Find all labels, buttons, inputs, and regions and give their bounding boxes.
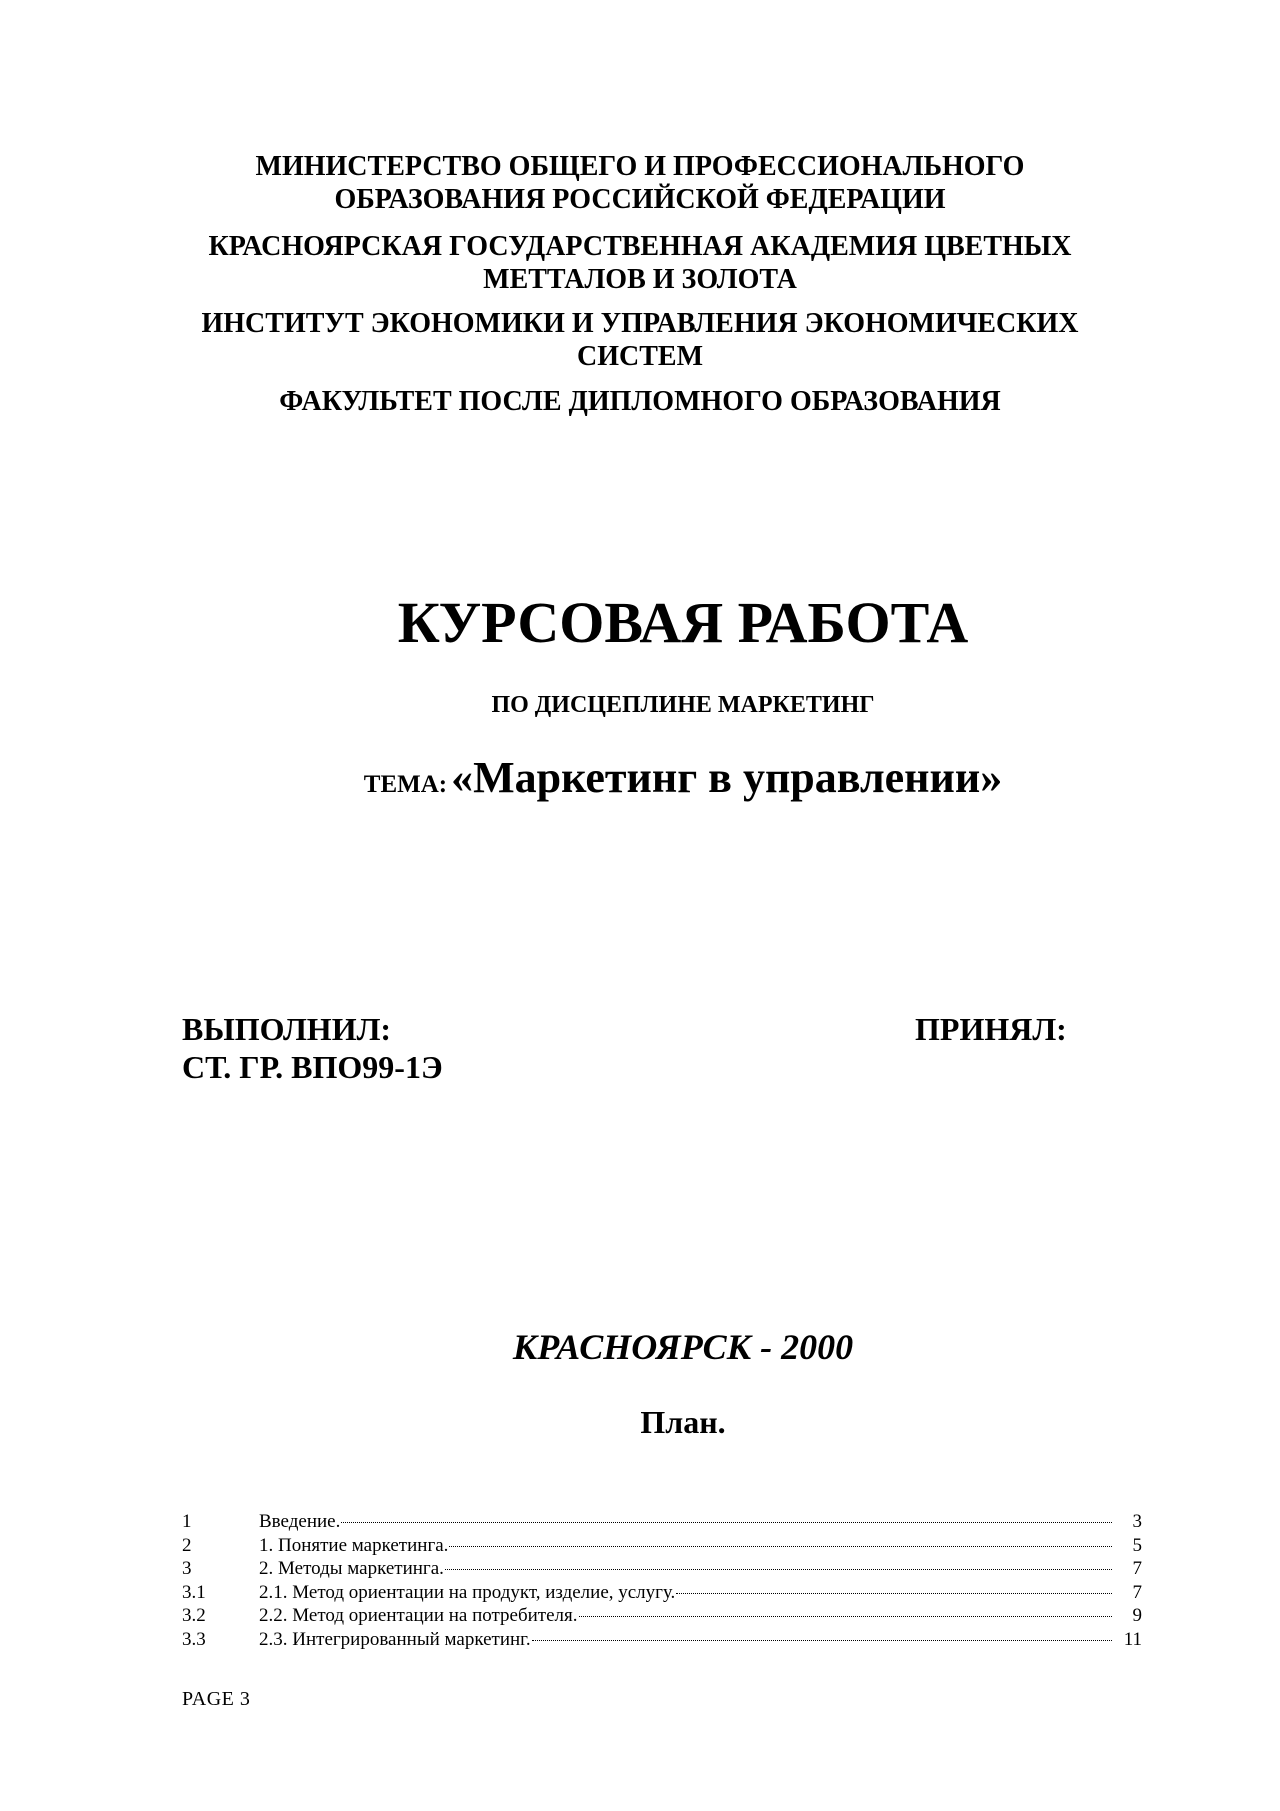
ministry-line-2: ОБРАЗОВАНИЯ РОССИЙСКОЙ ФЕДЕРАЦИИ [334,184,946,215]
toc-number: 1 [182,1511,192,1532]
accepted-block [915,1010,1067,1048]
topic-line [0,752,1280,803]
ministry-line-1: МИНИСТЕРСТВО ОБЩЕГО И ПРОФЕССИОНАЛЬНОГО [255,151,1025,182]
topic-text: «Маркетинг в управлении» [451,753,1003,802]
page-footer: PAGE 3 [182,1688,251,1710]
institute-line-2: СИСТЕМ [577,341,703,372]
academy-line-2: МЕТТАЛОВ И ЗОЛОТА [483,264,797,295]
toc-entry[interactable] [182,1557,1142,1581]
toc-leader [449,1545,1112,1547]
toc-entry[interactable] [182,1534,1142,1558]
toc-number: 3.3 [182,1628,206,1650]
topic-label: ТЕМА: [363,771,448,798]
discipline-line: ПО ДИСЦЕПЛИНЕ МАРКЕТИНГ [491,692,875,718]
toc-number: 3.1 [182,1581,206,1603]
institute-line-1: ИНСТИТУТ ЭКОНОМИКИ И УПРАВЛЕНИЯ ЭКОНОМИЧЕСКИХ [201,308,1079,339]
toc-leader [445,1568,1112,1570]
faculty-heading [180,385,1100,418]
toc-text: 2.3. Интегрированный маркетинг. [259,1628,531,1650]
student-group: СТ. ГР. ВПО99-1Э [182,1049,443,1085]
toc-page-number: 7 [1132,1558,1142,1579]
toc-page-number: 3 [1132,1511,1142,1532]
document-title: КУРСОВАЯ РАБОТА [397,590,969,655]
toc-page-number: 7 [1132,1581,1142,1603]
toc-page-number: 5 [1132,1534,1142,1556]
city-year: КРАСНОЯРСК - 2000 [512,1327,854,1367]
ministry-heading [180,150,1100,216]
toc-entry[interactable] [182,1510,1142,1534]
toc-entry[interactable] [182,1628,1142,1652]
toc-text: Введение. [259,1511,341,1532]
faculty-line: ФАКУЛЬТЕТ ПОСЛЕ ДИПЛОМНОГО ОБРАЗОВАНИЯ [279,386,1001,417]
toc-page-number: 9 [1132,1605,1142,1626]
toc-leader [341,1521,1112,1523]
toc-entry[interactable] [182,1581,1142,1605]
performed-block [182,1010,443,1086]
performed-label: ВЫПОЛНИЛ: [182,1011,392,1047]
toc-leader [676,1592,1112,1594]
toc-text: 2.1. Метод ориентации на продукт, изделие, услугу. [259,1581,676,1603]
plan-heading: План. [640,1404,726,1440]
accepted-label: ПРИНЯЛ: [915,1011,1067,1047]
academy-heading [180,230,1100,296]
toc-leader [579,1615,1112,1617]
toc-page-number: 11 [1123,1628,1142,1650]
toc-text: 2. Методы маркетинга. [259,1558,444,1579]
toc-entry[interactable] [182,1604,1142,1628]
toc-text: 1. Понятие маркетинга. [259,1534,449,1556]
toc-number: 2 [182,1534,192,1556]
toc-leader [532,1639,1112,1641]
table-of-contents [182,1510,1142,1651]
toc-number: 3 [182,1558,192,1579]
toc-text: 2.2. Метод ориентации на потребителя. [259,1605,578,1626]
toc-number: 3.2 [182,1605,206,1626]
academy-line-1: КРАСНОЯРСКАЯ ГОСУДАРСТВЕННАЯ АКАДЕМИЯ ЦВЕТНЫХ [208,231,1072,262]
institute-heading [180,307,1100,373]
